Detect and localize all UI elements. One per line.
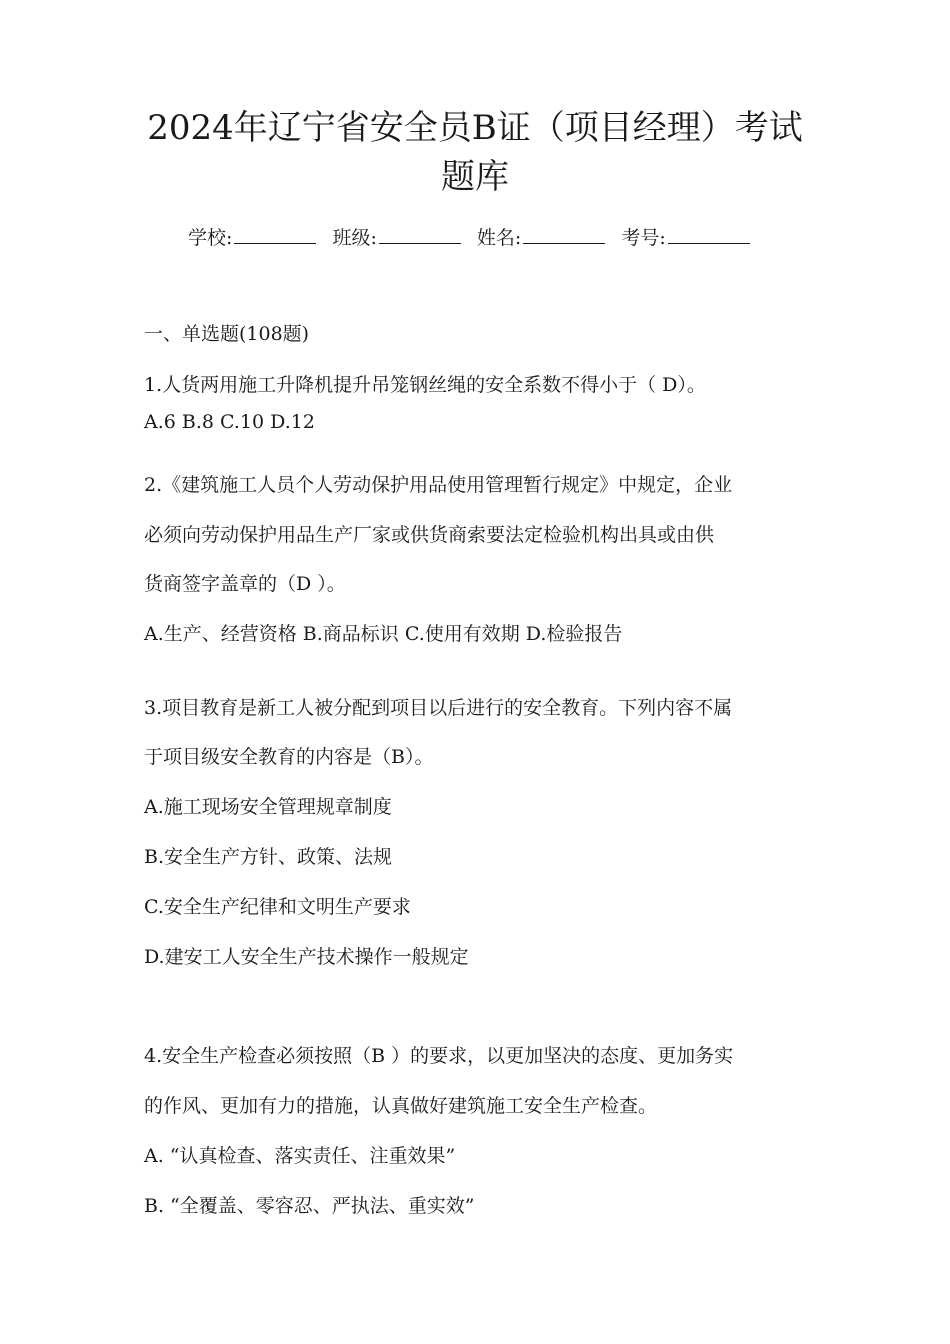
question-2-stem-line: 2.《建筑施工人员个人劳动保护用品使用管理暂行规定》中规定，企业	[144, 474, 733, 496]
exam-number-blank	[668, 225, 750, 244]
question-4-stem-line: 的作风、更加有力的措施，认真做好建筑施工安全生产检查。	[144, 1095, 658, 1117]
document-title-line-1: 2024年辽宁省安全员B证（项目经理）考试	[147, 108, 803, 148]
question-3-option-b: B.安全生产方针、政策、法规	[144, 846, 393, 868]
question-1-stem: 1.人货两用施工升降机提升吊笼钢丝绳的安全系数不得小于（ D）。	[144, 374, 706, 396]
exam-number-label: 考号:	[621, 227, 666, 249]
school-label: 学校:	[188, 227, 233, 249]
question-2-stem-line: 必须向劳动保护用品生产厂家或供货商索要法定检验机构出具或由供	[144, 524, 715, 546]
student-info-row	[188, 224, 760, 252]
class-field	[332, 227, 460, 249]
question-3-option-d: D.建安工人安全生产技术操作一般规定	[144, 946, 469, 968]
question-2-options: A.生产、经营资格 B.商品标识 C.使用有效期 D.检验报告	[144, 623, 623, 645]
exam-number-field	[621, 227, 749, 249]
document-title-line-2: 题库	[441, 157, 509, 197]
question-4-option-a: A. “认真检查、落实责任、注重效果”	[144, 1145, 456, 1167]
class-label: 班级:	[332, 227, 377, 249]
school-blank	[234, 225, 316, 244]
school-field	[188, 227, 316, 249]
question-1-options: A.6 B.8 C.10 D.12	[144, 411, 315, 433]
question-3-stem-line: 3.项目教育是新工人被分配到项目以后进行的安全教育。下列内容不属	[144, 697, 733, 719]
name-blank	[523, 225, 605, 244]
class-blank	[379, 225, 461, 244]
name-field	[477, 227, 605, 249]
name-label: 姓名:	[476, 227, 522, 249]
question-2-stem-line: 货商签字盖章的（D ）。	[144, 573, 346, 595]
question-3-stem-line: 于项目级安全教育的内容是（B）。	[144, 746, 434, 768]
question-4-option-b: B. “全覆盖、零容忍、严执法、重实效”	[144, 1195, 475, 1217]
question-4-stem-line: 4.安全生产检查必须按照（B ）的要求，以更加坚决的态度、更加务实	[144, 1045, 734, 1067]
question-3-option-c: C.安全生产纪律和文明生产要求	[144, 896, 411, 918]
section-heading: 一、单选题(108题)	[144, 323, 310, 345]
question-3-option-a: A.施工现场安全管理规章制度	[144, 796, 392, 818]
